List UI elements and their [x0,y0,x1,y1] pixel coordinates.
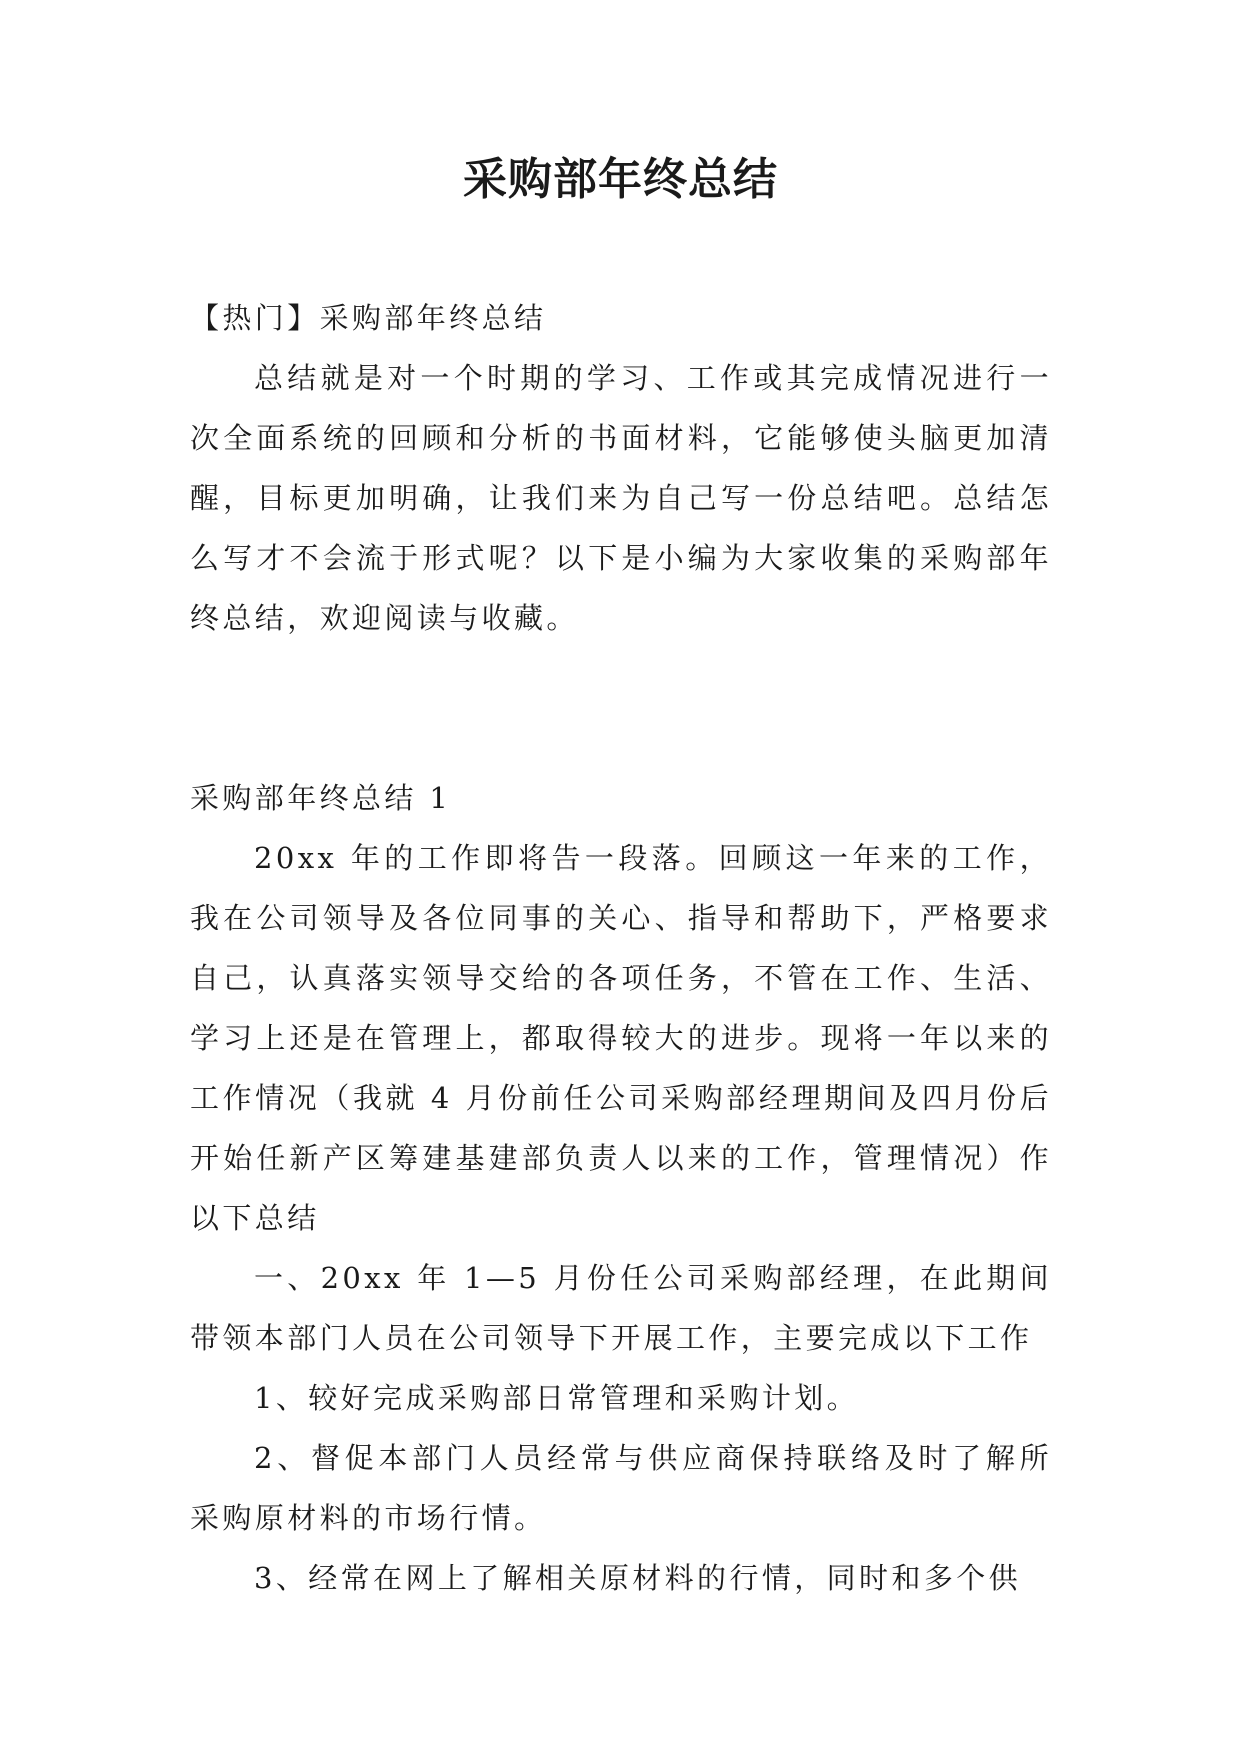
section-heading: 采购部年终总结 1 [190,781,452,815]
body-paragraph: 20xx 年的工作即将告一段落。回顾这一年来的工作，我在公司领导及各位同事的关心、指导和帮助下，严格要求自己，认真落实领导交给的各项任务，不管在工作、生活、学习上还是在管理上，都取得较大的进步。现将一年以来的工作情况（我就 4 月份前任公司采购部经理期间及四月份后开始任新产区筹建基建部负责人以来的工作，管理情况）作以下总结 [190,841,1052,1235]
document-body [190,288,1052,1608]
intro-paragraph: 总结就是对一个时期的学习、工作或其完成情况进行一次全面系统的回顾和分析的书面材料，它能够使头脑更加清醒，目标更加明确，让我们来为自己写一份总结吧。总结怎么写才不会流于形式呢？以下是小编为大家收集的采购部年终总结，欢迎阅读与收藏。 [190,361,1052,635]
body-paragraph: 1、较好完成采购部日常管理和采购计划。 [254,1381,860,1415]
body-paragraph: 一、20xx 年 1—5 月份任公司采购部经理，在此期间带领本部门人员在公司领导下开展工作，主要完成以下工作 [190,1261,1052,1355]
document-title: 采购部年终总结 [463,154,778,205]
body-paragraph: 2、督促本部门人员经常与供应商保持联络及时了解所采购原材料的市场行情。 [190,1441,1052,1535]
document-subtitle: 【热门】采购部年终总结 [190,301,547,335]
body-paragraph: 3、经常在网上了解相关原材料的行情，同时和多个供 [254,1561,1022,1595]
section-spacer [190,648,1052,768]
